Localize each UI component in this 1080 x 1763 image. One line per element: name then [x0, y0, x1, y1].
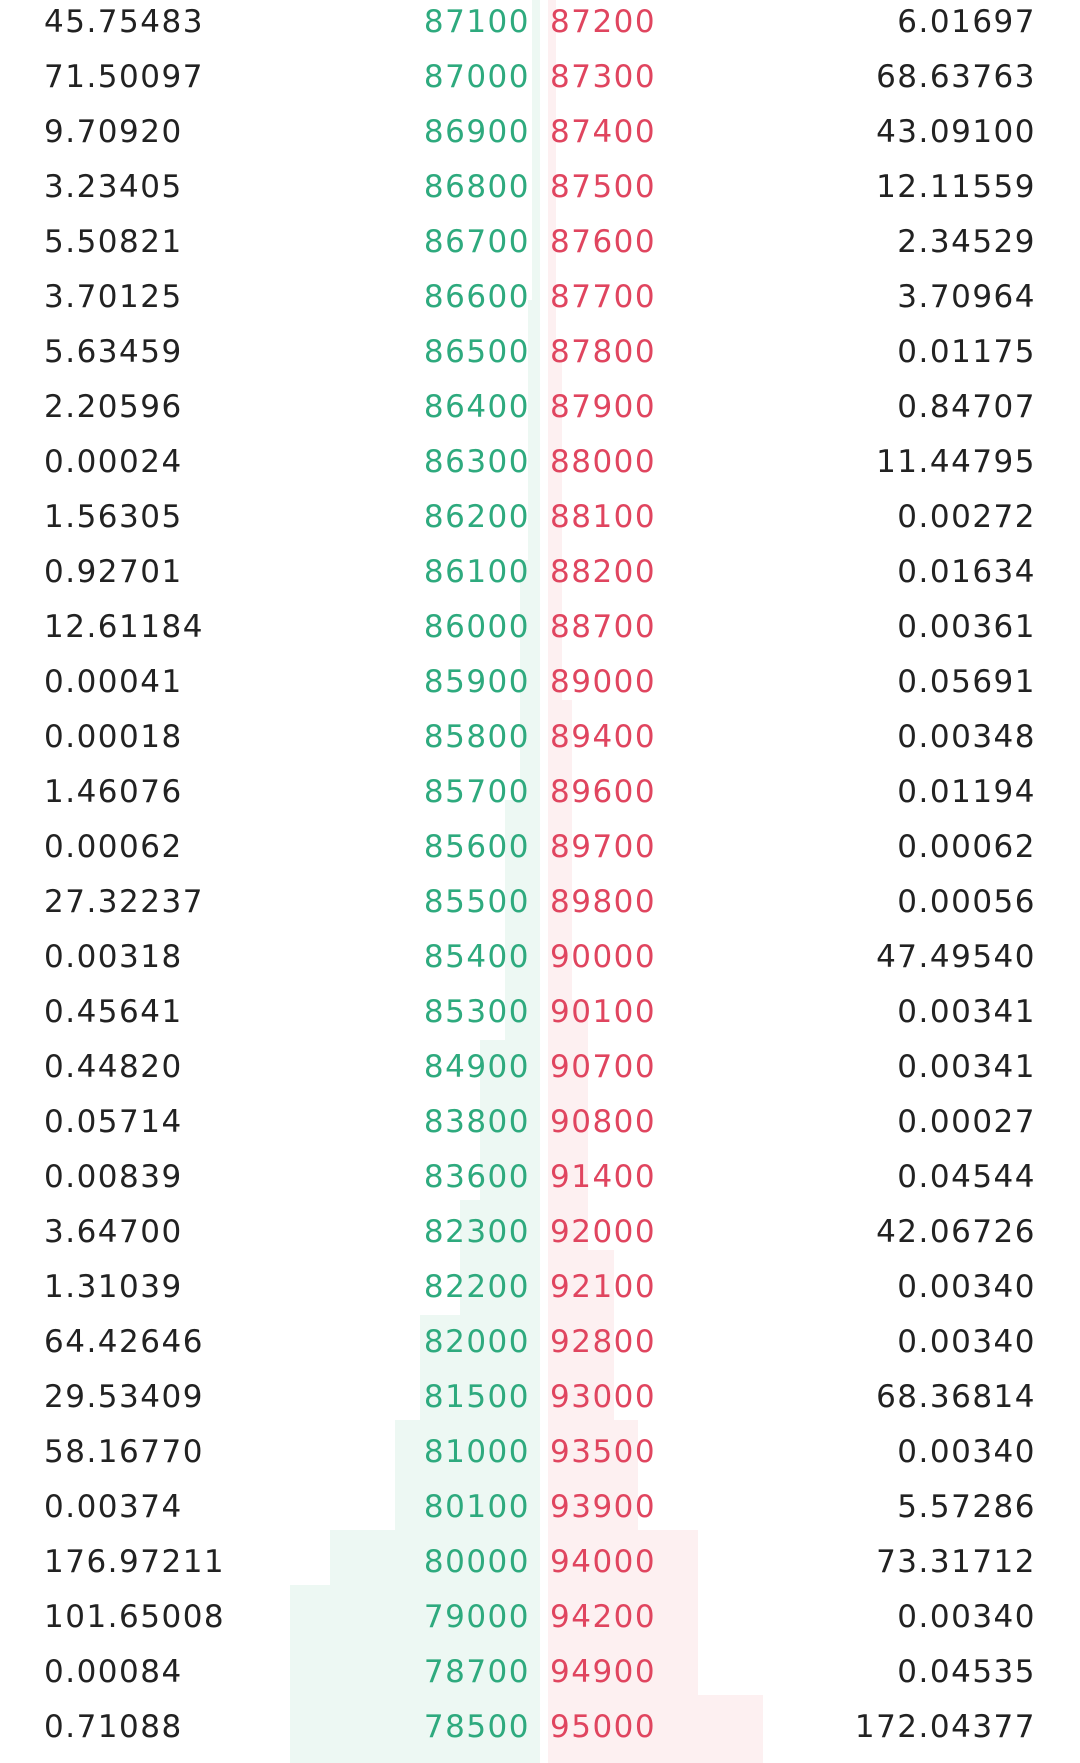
- order-book-row[interactable]: [0, 1210, 1080, 1265]
- bid-price: 83800: [423, 1104, 530, 1140]
- ask-quantity: 5.57286: [897, 1489, 1036, 1525]
- order-book-row[interactable]: [0, 440, 1080, 495]
- bid-price: 86200: [423, 499, 530, 535]
- ask-price: 90800: [550, 1104, 657, 1140]
- ask-quantity: 11.44795: [876, 444, 1036, 480]
- order-book-row[interactable]: [0, 330, 1080, 385]
- ask-quantity: 0.84707: [897, 389, 1036, 425]
- order-book-row[interactable]: [0, 825, 1080, 880]
- bid-quantity: 0.00041: [44, 664, 183, 700]
- ask-quantity: 0.05691: [897, 664, 1036, 700]
- order-book-row[interactable]: [0, 165, 1080, 220]
- bid-quantity: 0.44820: [44, 1049, 183, 1085]
- bid-quantity: 29.53409: [44, 1379, 204, 1415]
- bid-price: 85900: [423, 664, 530, 700]
- bid-price: 85400: [423, 939, 530, 975]
- ask-quantity: 0.01634: [897, 554, 1036, 590]
- bid-quantity: 0.00374: [44, 1489, 183, 1525]
- order-book-row[interactable]: [0, 605, 1080, 660]
- bid-price: 83600: [423, 1159, 530, 1195]
- bid-quantity: 64.42646: [44, 1324, 204, 1360]
- order-book-row[interactable]: [0, 1540, 1080, 1595]
- ask-price: 91400: [550, 1159, 657, 1195]
- bid-quantity: 0.00084: [44, 1654, 183, 1690]
- ask-quantity: 0.00062: [897, 829, 1036, 865]
- ask-price: 92100: [550, 1269, 657, 1305]
- ask-quantity: 47.49540: [876, 939, 1036, 975]
- ask-price: 95000: [550, 1709, 657, 1745]
- ask-quantity: 73.31712: [876, 1544, 1036, 1580]
- order-book-row[interactable]: [0, 1430, 1080, 1485]
- bid-price: 78700: [423, 1654, 530, 1690]
- ask-quantity: 0.00340: [897, 1599, 1036, 1635]
- bid-price: 86000: [423, 609, 530, 645]
- bid-quantity: 5.63459: [44, 334, 183, 370]
- bid-price: 80100: [423, 1489, 530, 1525]
- ask-price: 89600: [550, 774, 657, 810]
- ask-quantity: 0.01194: [897, 774, 1036, 810]
- bid-quantity: 0.00318: [44, 939, 183, 975]
- bid-quantity: 1.31039: [44, 1269, 183, 1305]
- ask-quantity: 0.00272: [897, 499, 1036, 535]
- order-book-row[interactable]: [0, 275, 1080, 330]
- ask-quantity: 0.00341: [897, 994, 1036, 1030]
- bid-price: 86800: [423, 169, 530, 205]
- ask-quantity: 12.11559: [876, 169, 1036, 205]
- ask-quantity: 2.34529: [897, 224, 1036, 260]
- bid-price: 86300: [423, 444, 530, 480]
- ask-price: 88700: [550, 609, 657, 645]
- bid-quantity: 0.71088: [44, 1709, 183, 1745]
- bid-price: 82300: [423, 1214, 530, 1250]
- order-book-row[interactable]: [0, 550, 1080, 605]
- ask-price: 87300: [550, 59, 657, 95]
- bid-quantity: 0.00839: [44, 1159, 183, 1195]
- bid-quantity: 3.70125: [44, 279, 183, 315]
- order-book-row[interactable]: [0, 55, 1080, 110]
- bid-quantity: 2.20596: [44, 389, 183, 425]
- order-book-row[interactable]: [0, 1265, 1080, 1320]
- ask-quantity: 0.00340: [897, 1269, 1036, 1305]
- bid-price: 85300: [423, 994, 530, 1030]
- order-book-row[interactable]: [0, 1485, 1080, 1540]
- bid-price: 79000: [423, 1599, 530, 1635]
- order-book-row[interactable]: [0, 770, 1080, 825]
- ask-price: 92000: [550, 1214, 657, 1250]
- order-book-row[interactable]: [0, 1155, 1080, 1210]
- bid-price: 80000: [423, 1544, 530, 1580]
- bid-price: 86700: [423, 224, 530, 260]
- order-book-row[interactable]: [0, 1100, 1080, 1155]
- bid-quantity: 1.56305: [44, 499, 183, 535]
- bid-quantity: 71.50097: [44, 59, 204, 95]
- bid-price: 86900: [423, 114, 530, 150]
- bid-quantity: 0.05714: [44, 1104, 183, 1140]
- bid-price: 85500: [423, 884, 530, 920]
- ask-quantity: 68.63763: [876, 59, 1036, 95]
- bid-quantity: 58.16770: [44, 1434, 204, 1470]
- bid-quantity: 3.23405: [44, 169, 183, 205]
- ask-price: 93900: [550, 1489, 657, 1525]
- bid-quantity: 0.00062: [44, 829, 183, 865]
- bid-quantity: 9.70920: [44, 114, 183, 150]
- order-book-row[interactable]: [0, 935, 1080, 990]
- ask-price: 87800: [550, 334, 657, 370]
- order-book-row[interactable]: [0, 220, 1080, 275]
- ask-price: 88100: [550, 499, 657, 535]
- bid-price: 86100: [423, 554, 530, 590]
- bid-price: 84900: [423, 1049, 530, 1085]
- order-book-row[interactable]: [0, 1045, 1080, 1100]
- ask-quantity: 172.04377: [854, 1709, 1036, 1745]
- order-book-row[interactable]: [0, 880, 1080, 935]
- ask-price: 93500: [550, 1434, 657, 1470]
- ask-price: 92800: [550, 1324, 657, 1360]
- ask-price: 90000: [550, 939, 657, 975]
- bid-price: 78500: [423, 1709, 530, 1745]
- order-book-row[interactable]: [0, 1320, 1080, 1375]
- ask-price: 87900: [550, 389, 657, 425]
- order-book-row[interactable]: [0, 1705, 1080, 1760]
- ask-quantity: 0.00027: [897, 1104, 1036, 1140]
- ask-quantity: 0.00056: [897, 884, 1036, 920]
- order-book-row[interactable]: [0, 0, 1080, 55]
- ask-quantity: 42.06726: [876, 1214, 1036, 1250]
- order-book-row[interactable]: [0, 990, 1080, 1045]
- order-book-row[interactable]: [0, 385, 1080, 440]
- ask-price: 87600: [550, 224, 657, 260]
- bid-price: 87100: [423, 4, 530, 40]
- ask-quantity: 0.04535: [897, 1654, 1036, 1690]
- order-book-row[interactable]: [0, 495, 1080, 550]
- ask-quantity: 0.00340: [897, 1434, 1036, 1470]
- ask-price: 89800: [550, 884, 657, 920]
- order-book-row[interactable]: [0, 660, 1080, 715]
- bid-quantity: 12.61184: [44, 609, 204, 645]
- order-book-row[interactable]: [0, 1375, 1080, 1430]
- ask-price: 88000: [550, 444, 657, 480]
- bid-quantity: 1.46076: [44, 774, 183, 810]
- ask-quantity: 3.70964: [897, 279, 1036, 315]
- ask-quantity: 43.09100: [876, 114, 1036, 150]
- ask-quantity: 0.00341: [897, 1049, 1036, 1085]
- bid-price: 86400: [423, 389, 530, 425]
- ask-quantity: 0.01175: [897, 334, 1036, 370]
- ask-quantity: 6.01697: [897, 4, 1036, 40]
- bid-price: 82200: [423, 1269, 530, 1305]
- ask-price: 87200: [550, 4, 657, 40]
- bid-quantity: 27.32237: [44, 884, 204, 920]
- bid-price: 85700: [423, 774, 530, 810]
- bid-quantity: 0.45641: [44, 994, 183, 1030]
- bid-price: 85800: [423, 719, 530, 755]
- ask-price: 93000: [550, 1379, 657, 1415]
- ask-price: 87500: [550, 169, 657, 205]
- ask-price: 94000: [550, 1544, 657, 1580]
- bid-quantity: 45.75483: [44, 4, 204, 40]
- ask-quantity: 0.00348: [897, 719, 1036, 755]
- bid-price: 85600: [423, 829, 530, 865]
- ask-price: 94200: [550, 1599, 657, 1635]
- bid-price: 81000: [423, 1434, 530, 1470]
- bid-quantity: 176.97211: [44, 1544, 226, 1580]
- bid-quantity: 5.50821: [44, 224, 183, 260]
- order-book-row[interactable]: [0, 1595, 1080, 1650]
- order-book-row[interactable]: [0, 1650, 1080, 1705]
- ask-price: 89000: [550, 664, 657, 700]
- order-book-row[interactable]: [0, 715, 1080, 770]
- order-book-row[interactable]: [0, 110, 1080, 165]
- bid-quantity: 0.00018: [44, 719, 183, 755]
- bid-quantity: 101.65008: [44, 1599, 226, 1635]
- ask-price: 90100: [550, 994, 657, 1030]
- bid-price: 86600: [423, 279, 530, 315]
- ask-quantity: 68.36814: [876, 1379, 1036, 1415]
- bid-quantity: 3.64700: [44, 1214, 183, 1250]
- ask-price: 90700: [550, 1049, 657, 1085]
- bid-price: 86500: [423, 334, 530, 370]
- ask-price: 87400: [550, 114, 657, 150]
- bid-quantity: 0.92701: [44, 554, 183, 590]
- bid-quantity: 0.00024: [44, 444, 183, 480]
- ask-quantity: 0.00340: [897, 1324, 1036, 1360]
- ask-price: 87700: [550, 279, 657, 315]
- bid-price: 82000: [423, 1324, 530, 1360]
- ask-quantity: 0.00361: [897, 609, 1036, 645]
- ask-price: 94900: [550, 1654, 657, 1690]
- ask-price: 88200: [550, 554, 657, 590]
- ask-price: 89400: [550, 719, 657, 755]
- bid-price: 87000: [423, 59, 530, 95]
- ask-quantity: 0.04544: [897, 1159, 1036, 1195]
- bid-price: 81500: [423, 1379, 530, 1415]
- ask-price: 89700: [550, 829, 657, 865]
